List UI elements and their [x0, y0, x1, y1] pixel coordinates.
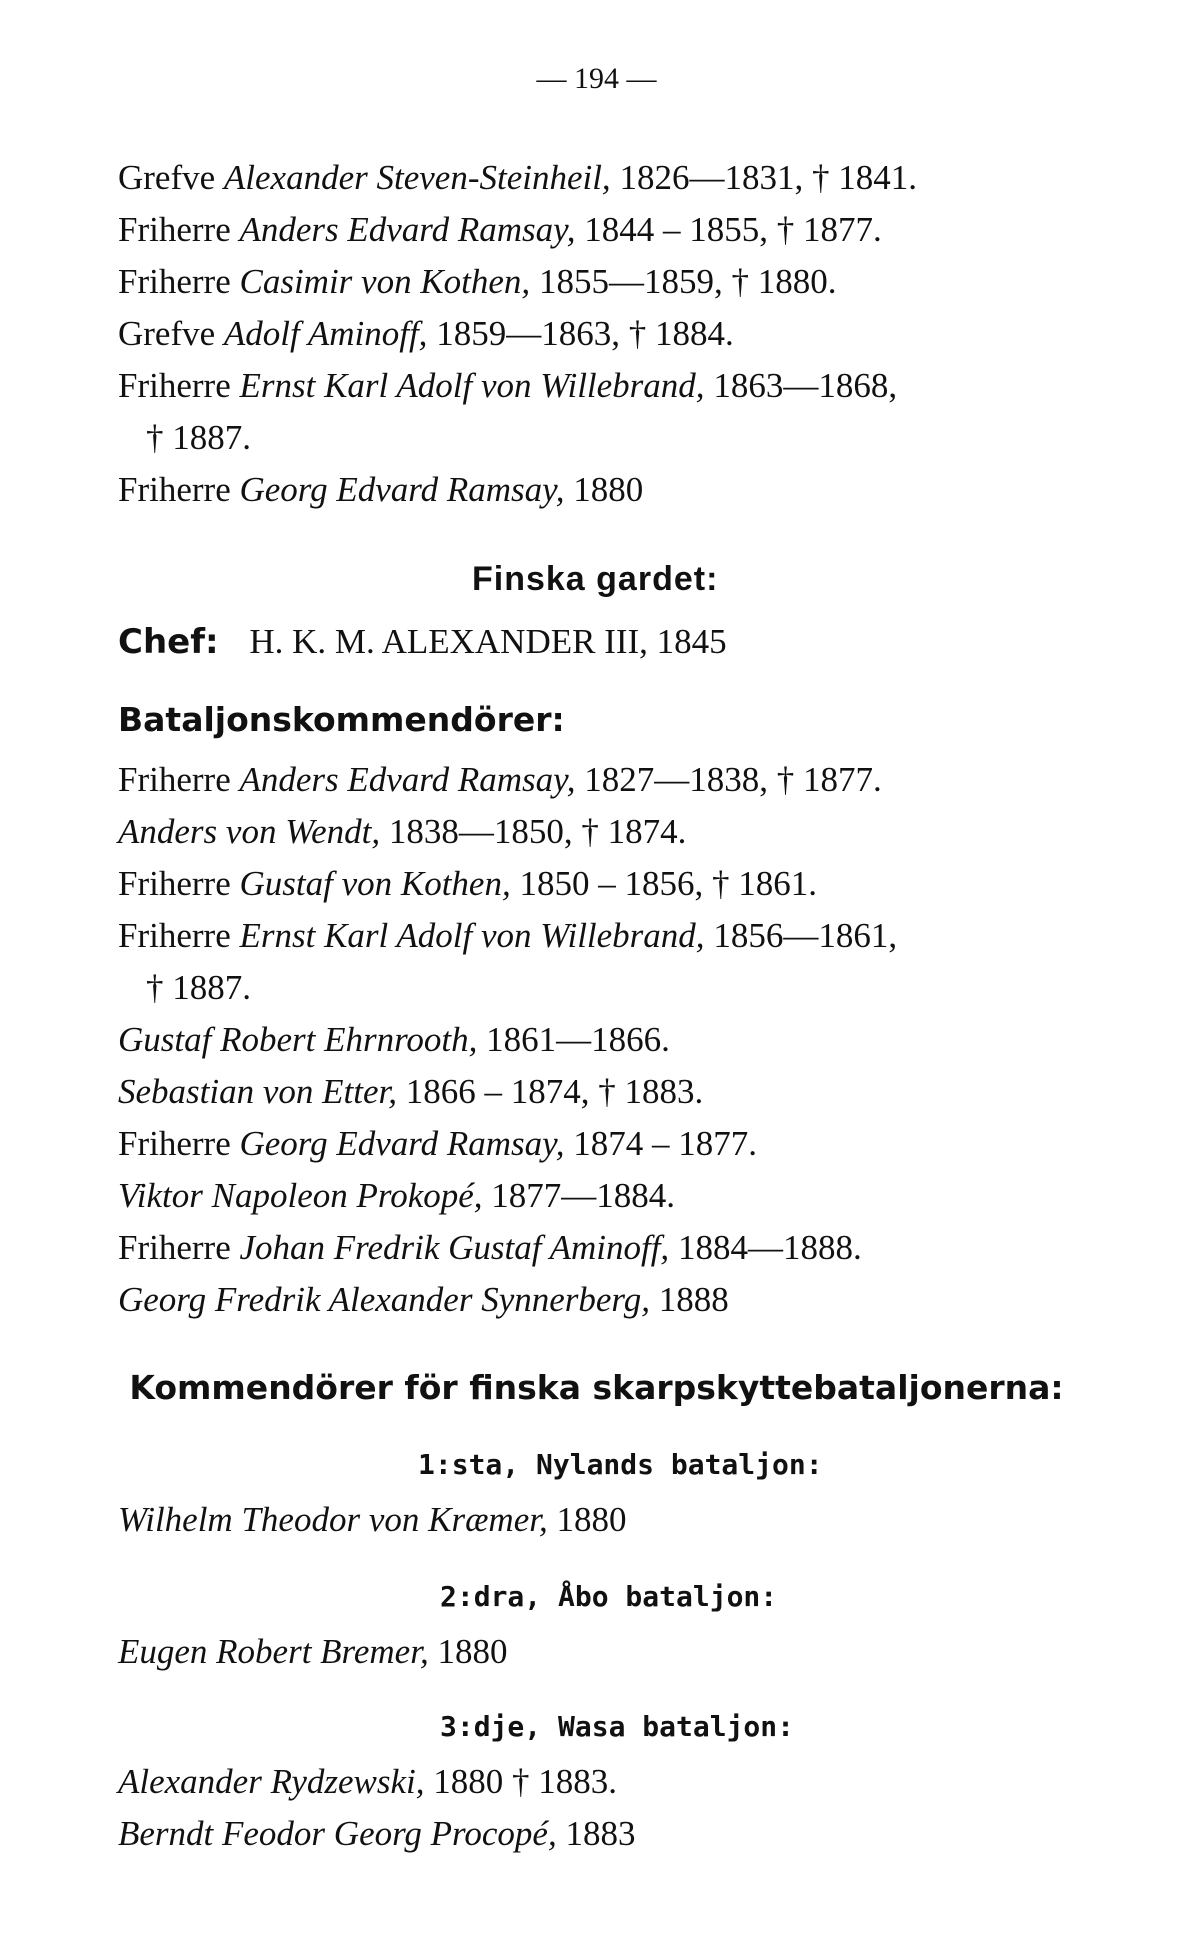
battalion-heading: 1:sta, Nylands bataljon: [418, 1448, 823, 1481]
list-item [118, 366, 897, 406]
list-item [118, 864, 817, 904]
sub-heading: Bataljonskommendörer: [118, 700, 565, 739]
chef-line [118, 622, 727, 662]
entry-name: Alexander Rydzewski, [118, 1762, 425, 1801]
entry-dates: 1838—1850, † 1874. [388, 812, 687, 851]
list-item [118, 760, 882, 800]
list-item [118, 314, 734, 354]
battalion-heading: 2:dra, Åbo bataljon: [440, 1580, 778, 1613]
list-item [118, 1176, 675, 1216]
list-item [118, 1280, 729, 1320]
entry-title: Grefve [118, 158, 216, 197]
list-item-continuation [146, 968, 251, 1008]
list-item [118, 916, 897, 956]
list-item [118, 1500, 626, 1540]
entry-name: Viktor Napoleon Prokopé, [118, 1176, 483, 1215]
entry-name: Anders Edvard Ramsay, [239, 760, 576, 799]
entry-title: Friherre [118, 916, 231, 955]
entry-name: Anders Edvard Ramsay, [239, 210, 576, 249]
entry-dates: 1880 [573, 470, 644, 509]
entry-dates: 1866 – 1874, † 1883. [405, 1072, 704, 1111]
chef-value: H. K. M. ALEXANDER III, 1845 [249, 622, 727, 661]
list-item [118, 470, 643, 510]
entry-title: Friherre [118, 864, 231, 903]
entry-dates: 1880 † 1883. [433, 1762, 617, 1801]
entry-dates: 1863—1868, [713, 366, 898, 405]
entry-title: Friherre [118, 760, 231, 799]
entry-name: Adolf Aminoff, [223, 314, 428, 353]
list-item-continuation [146, 418, 251, 458]
list-item [118, 1814, 635, 1854]
entry-name: Gustaf von Kothen, [239, 864, 511, 903]
list-item [118, 210, 882, 250]
entry-dates: 1884—1888. [677, 1228, 862, 1267]
entry-dates: 1859—1863, † 1884. [436, 314, 734, 353]
list-item [118, 262, 836, 302]
entry-name: Gustaf Robert Ehrnrooth, [118, 1020, 478, 1059]
list-item [118, 1228, 862, 1268]
section-heading: Kommendörer för finska skarpskyttebataljonerna: [129, 1368, 1064, 1407]
page-number: — 194 — [536, 62, 657, 95]
entry-name: Casimir von Kothen, [239, 262, 531, 301]
entry-dates: 1883 [565, 1814, 636, 1853]
entry-dates: 1880 [437, 1632, 508, 1671]
entry-dates: 1877—1884. [491, 1176, 676, 1215]
entry-title: Friherre [118, 366, 231, 405]
list-item [118, 1632, 507, 1672]
list-item [118, 1020, 670, 1060]
entry-dates: 1855—1859, † 1880. [538, 262, 837, 301]
chef-label: Chef: [118, 622, 219, 662]
entry-name: Georg Fredrik Alexander Synnerberg, [118, 1280, 650, 1319]
entry-name: Ernst Karl Adolf von Willebrand, [239, 916, 705, 955]
entry-dates: 1888 [658, 1280, 729, 1319]
battalion-heading: 3:dje, Wasa bataljon: [440, 1710, 795, 1743]
entry-name: Alexander Steven-Steinheil, [223, 158, 611, 197]
entry-name: Ernst Karl Adolf von Willebrand, [239, 366, 705, 405]
list-item [118, 1762, 617, 1802]
entry-dates: 1844 – 1855, † 1877. [584, 210, 882, 249]
entry-dates: 1827—1838, † 1877. [584, 760, 882, 799]
entry-name: Johan Fredrik Gustaf Aminoff, [239, 1228, 670, 1267]
entry-name: Berndt Feodor Georg Procopé, [118, 1814, 557, 1853]
section-heading: Finska gardet: [472, 560, 719, 598]
entry-dates: 1826—1831, † 1841. [619, 158, 917, 197]
entry-dates: 1880 [556, 1500, 627, 1539]
entry-dates: 1861—1866. [486, 1020, 670, 1059]
entry-title: Grefve [118, 314, 216, 353]
entry-dates: 1874 – 1877. [573, 1124, 757, 1163]
entry-title: Friherre [118, 1124, 231, 1163]
entry-title: Friherre [118, 470, 231, 509]
list-item [118, 1124, 757, 1164]
entry-dates: 1850 – 1856, † 1861. [519, 864, 817, 903]
entry-name: Georg Edvard Ramsay, [239, 1124, 565, 1163]
entry-name: Anders von Wendt, [118, 812, 381, 851]
list-item [118, 812, 686, 852]
entry-title: Friherre [118, 210, 231, 249]
entry-title: Friherre [118, 1228, 231, 1267]
entry-dates: † 1887. [146, 968, 251, 1007]
list-item [118, 1072, 703, 1112]
entry-name: Wilhelm Theodor von Kræmer, [118, 1500, 548, 1539]
list-item [118, 158, 917, 198]
entry-dates: 1856—1861, [713, 916, 898, 955]
entry-name: Georg Edvard Ramsay, [239, 470, 565, 509]
entry-name: Eugen Robert Bremer, [118, 1632, 429, 1671]
entry-name: Sebastian von Etter, [118, 1072, 397, 1111]
entry-dates: † 1887. [146, 418, 251, 457]
entry-title: Friherre [118, 262, 231, 301]
